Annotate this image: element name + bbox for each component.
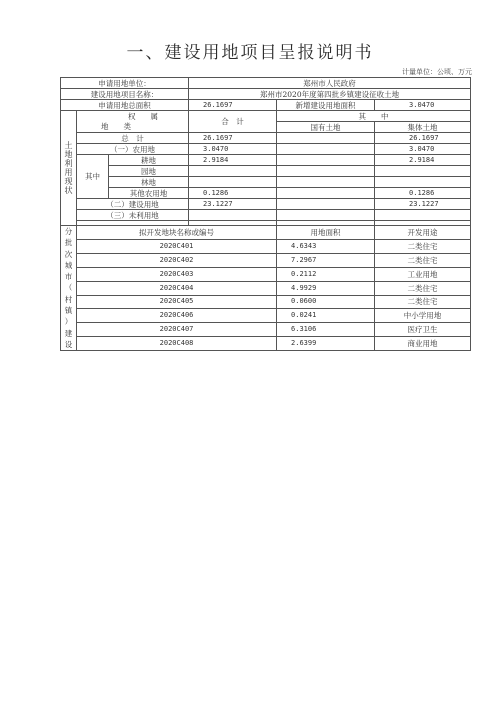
qizhong-label: 其中 — [77, 155, 109, 199]
landuse-row-total: 总 计 26.1697 26.1697 — [61, 133, 471, 144]
landuse-row-construction: （二）建设用地 23.1227 23.1227 — [61, 199, 471, 210]
total-col-header: 合 计 — [189, 111, 277, 133]
collective-header: 集体土地 — [375, 122, 471, 133]
landuse-row-arable: 其中 耕地 2.9184 2.9184 — [61, 155, 471, 166]
area-row — [61, 100, 471, 111]
report-table — [60, 77, 471, 351]
new-area-value: 3.0470 — [375, 100, 471, 111]
category-label: 地 类 — [101, 122, 131, 131]
applicant-row — [61, 78, 471, 89]
unit-note: 计量单位：公顷、万元 — [402, 68, 472, 76]
landuse-header-row-1 — [61, 111, 471, 122]
landuse-row-other-agri: 其他农用地 0.1286 0.1286 — [61, 188, 471, 199]
table-row: 2020C401 4.6343 二类住宅 — [61, 239, 471, 253]
parcels-side-label: 分 批 次 城 市 （ 村 镇 ） 建 设 — [61, 226, 77, 351]
table-row: 2020C407 6.3106 医疗卫生 — [61, 323, 471, 337]
ownership-label: 权 属 — [128, 112, 159, 121]
landuse-row-unused: （三）未利用地 — [61, 210, 471, 221]
state-owned-header: 国有土地 — [277, 122, 375, 133]
applicant-label: 申请用地单位： — [61, 78, 189, 89]
page-title: 一、建设用地项目呈报说明书 — [126, 43, 374, 63]
table-row: 2020C408 2.6399 商业用地 — [61, 337, 471, 351]
applicant-value: 郑州市人民政府 — [189, 78, 471, 89]
total-area-label: 申请用地总面积 — [61, 100, 189, 111]
new-area-label: 新增建设用地面积 — [277, 100, 375, 111]
ownership-category-cell — [77, 111, 189, 133]
col-parcel-area: 用地面积 — [277, 226, 375, 240]
table-row: 2020C404 4.9929 二类住宅 — [61, 281, 471, 295]
project-row — [61, 89, 471, 100]
total-area-value: 26.1697 — [189, 100, 277, 111]
table-row: 2020C406 0.0241 中小学用地 — [61, 309, 471, 323]
col-parcel-use: 开发用途 — [375, 226, 471, 240]
landuse-row-agri: （一）农用地 3.0470 3.0470 — [61, 144, 471, 155]
project-label: 建设用地项目名称： — [61, 89, 189, 100]
landuse-side-label: 土 地 利 用 现 状 — [61, 111, 77, 226]
table-row: 2020C403 0.2112 工业用地 — [61, 267, 471, 281]
project-value: 郑州市2020年度第四批乡镇建设征收土地 — [189, 89, 471, 100]
table-row: 2020C405 0.0600 二类住宅 — [61, 295, 471, 309]
landuse-row-forest: 林地 — [61, 177, 471, 188]
col-parcel-name: 拟开发地块名称或编号 — [77, 226, 277, 240]
landuse-row-garden: 园地 — [61, 166, 471, 177]
of-which-header: 其 中 — [277, 111, 471, 122]
parcels-header-row — [61, 226, 471, 240]
table-row: 2020C402 7.2967 二类住宅 — [61, 253, 471, 267]
